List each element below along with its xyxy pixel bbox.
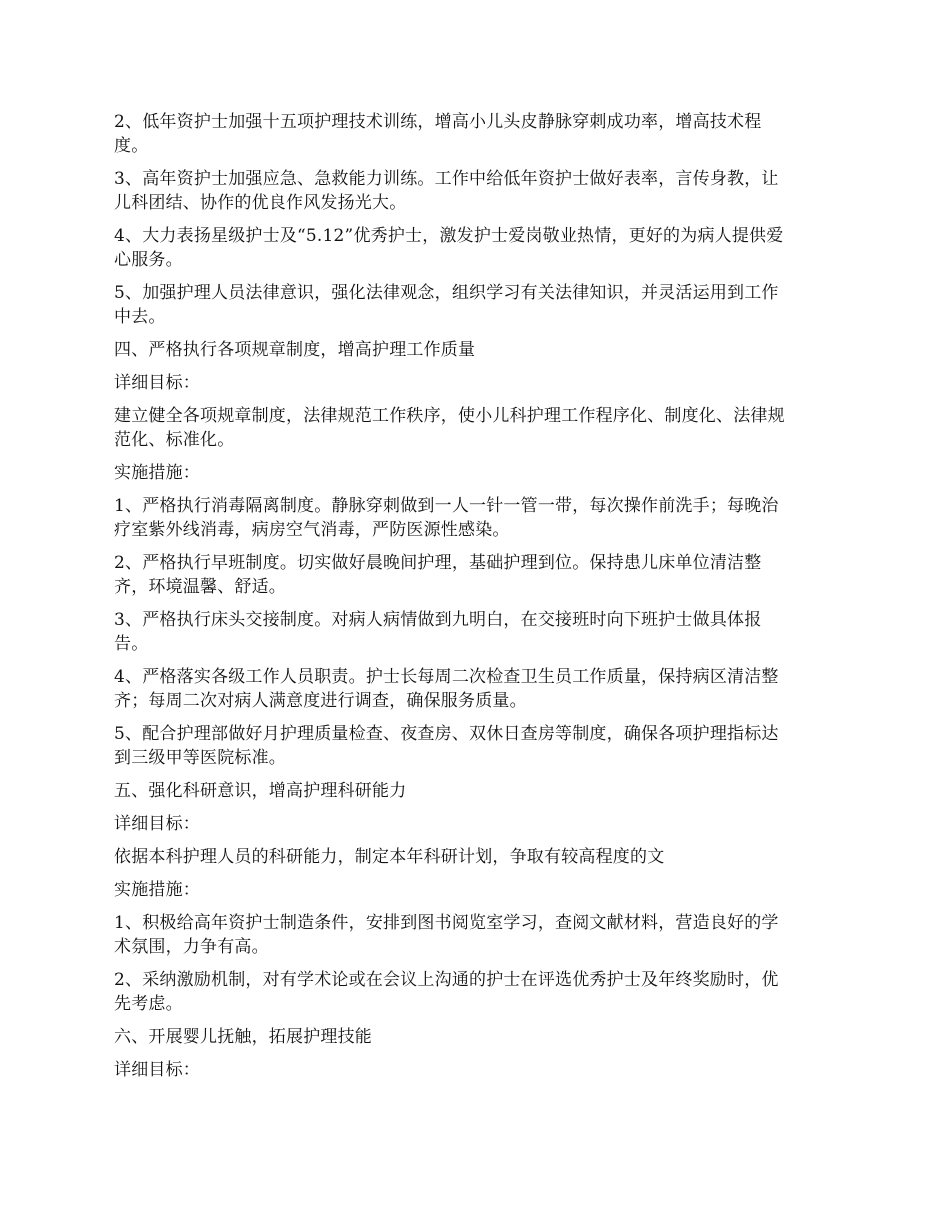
- document-body: [114, 110, 840, 1082]
- text-line: 3、高年资护士加强应急、急救能力训练。工作中给低年资护士做好表率，言传身教，让: [114, 169, 779, 189]
- paragraph: [114, 665, 840, 713]
- paragraph: [114, 494, 840, 542]
- text-line: 六、开展婴儿抚触，拓展护理技能: [114, 1027, 372, 1047]
- text-line: 度。: [114, 136, 149, 156]
- text-line: 实施措施：: [114, 880, 200, 900]
- paragraph: [114, 281, 840, 329]
- text-line: 齐；每周二次对病人满意度进行调查，确保服务质量。: [114, 691, 527, 711]
- section-heading: [114, 779, 840, 803]
- section-heading: [114, 1025, 840, 1049]
- text-line: 心服务。: [114, 250, 183, 270]
- text-line: 详细目标：: [114, 373, 200, 393]
- paragraph: [114, 911, 840, 959]
- text-line: 4、严格落实各级工作人员职责。护士长每周二次检查卫生员工作质量，保持病区清洁整: [114, 667, 779, 687]
- text-line: 2、低年资护士加强十五项护理技术训练，增高小儿头皮静脉穿刺成功率，增高技术程: [114, 112, 762, 132]
- text-line: 儿科团结、协作的优良作风发扬光大。: [114, 193, 407, 213]
- text-line: 术氛围，力争有高。: [114, 937, 269, 957]
- text-line: 2、采纳激励机制，对有学术论或在会议上沟通的护士在评选优秀护士及年终奖励时，优: [114, 970, 779, 990]
- subheading: [114, 878, 840, 902]
- text-line: 依据本科护理人员的科研能力，制定本年科研计划，争取有较高程度的文: [114, 847, 665, 867]
- text-line: 5、加强护理人员法律意识，强化法律观念，组织学习有关法律知识，并灵活运用到工作: [114, 283, 779, 303]
- subheading: [114, 812, 840, 836]
- text-line: 中去。: [114, 307, 166, 327]
- text-line: 1、积极给高年资护士制造条件，安排到图书阅览室学习，查阅文献材料，营造良好的学: [114, 913, 779, 933]
- paragraph: [114, 722, 840, 770]
- subheading: [114, 1058, 840, 1082]
- text-line: 2、严格执行早班制度。切实做好晨晚间护理，基础护理到位。保持患儿床单位清洁整: [114, 553, 762, 573]
- paragraph: [114, 110, 840, 158]
- text-line: 到三级甲等医院标准。: [114, 748, 286, 768]
- paragraph: [114, 224, 840, 272]
- subheading: [114, 371, 840, 395]
- section-heading: [114, 338, 840, 362]
- text-line: 齐，环境温馨、舒适。: [114, 577, 286, 597]
- text-line: 先考虑。: [114, 994, 183, 1014]
- text-line: 建立健全各项规章制度，法律规范工作秩序，使小儿科护理工作程序化、制度化、法律规: [114, 406, 785, 426]
- paragraph: [114, 968, 840, 1016]
- text-line: 四、严格执行各项规章制度，增高护理工作质量: [114, 340, 476, 360]
- text-line: 3、严格执行床头交接制度。对病人病情做到九明白，在交接班时向下班护士做具体报: [114, 610, 762, 630]
- text-line: 详细目标：: [114, 814, 200, 834]
- text-line: 五、强化科研意识，增高护理科研能力: [114, 781, 407, 801]
- text-line: 1、严格执行消毒隔离制度。静脉穿刺做到一人一针一管一带，每次操作前洗手；每晚治: [114, 496, 779, 516]
- text-line: 5、配合护理部做好月护理质量检查、夜查房、双休日查房等制度，确保各项护理指标达: [114, 724, 779, 744]
- paragraph: [114, 551, 840, 599]
- text-line: 实施措施：: [114, 463, 200, 483]
- paragraph: [114, 608, 840, 656]
- paragraph: [114, 404, 840, 452]
- text-line: 告。: [114, 634, 149, 654]
- paragraph: [114, 845, 840, 869]
- text-line: 详细目标：: [114, 1060, 200, 1080]
- text-line: 4、大力表扬星级护士及“5.12”优秀护士，激发护士爱岗敬业热情，更好的为病人提供爱: [114, 226, 784, 246]
- text-line: 疗室紫外线消毒，病房空气消毒，严防医源性感染。: [114, 520, 510, 540]
- text-line: 范化、标准化。: [114, 430, 235, 450]
- paragraph: [114, 167, 840, 215]
- subheading: [114, 461, 840, 485]
